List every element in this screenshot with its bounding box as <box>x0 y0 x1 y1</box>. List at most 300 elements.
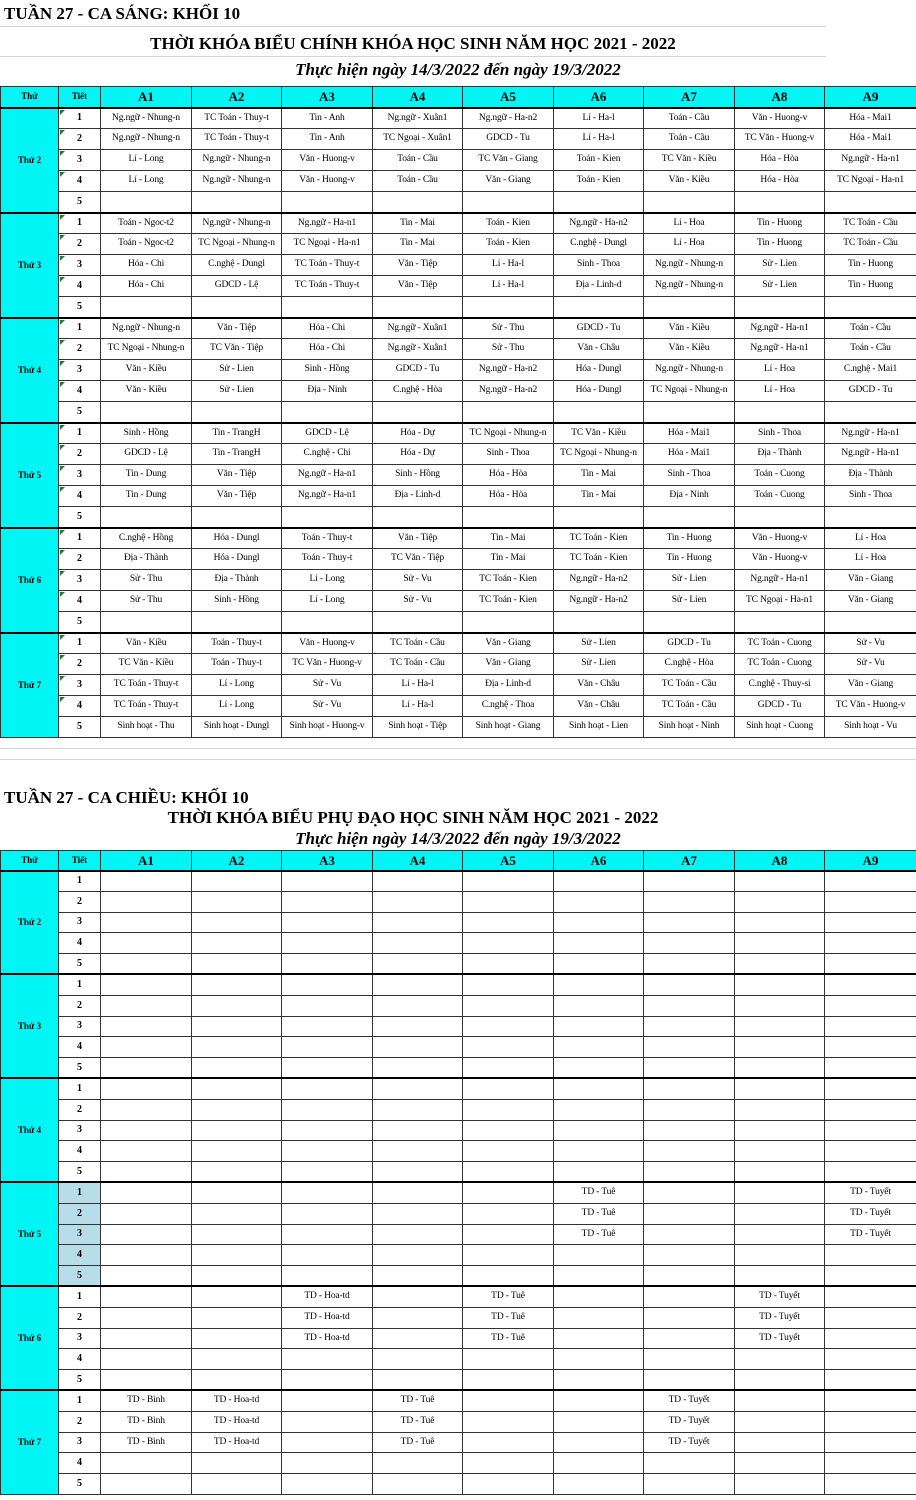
lesson-cell[interactable] <box>825 1120 916 1141</box>
lesson-cell[interactable]: TD - Tuê <box>554 1182 644 1203</box>
lesson-cell[interactable] <box>554 1453 644 1474</box>
lesson-cell[interactable]: Sử - Lien <box>644 570 735 591</box>
lesson-cell[interactable] <box>101 1078 192 1099</box>
lesson-cell[interactable]: Ng.ngữ - Nhung-n <box>101 129 192 150</box>
lesson-cell[interactable] <box>282 1016 373 1037</box>
lesson-cell[interactable] <box>463 1245 554 1266</box>
lesson-cell[interactable] <box>825 1037 916 1058</box>
lesson-cell[interactable]: Văn - Tiệp <box>373 255 463 276</box>
lesson-cell[interactable] <box>463 1266 554 1287</box>
lesson-cell[interactable] <box>644 192 735 213</box>
lesson-cell[interactable] <box>735 612 825 633</box>
lesson-cell[interactable] <box>373 1328 463 1349</box>
lesson-cell[interactable]: TD - Tuyết <box>825 1224 916 1245</box>
lesson-cell[interactable] <box>282 995 373 1016</box>
lesson-cell[interactable]: Tin - TrangH <box>192 444 282 465</box>
lesson-cell[interactable] <box>825 995 916 1016</box>
lesson-cell[interactable]: TC Toán - Thuy-t <box>101 696 192 717</box>
lesson-cell[interactable]: TC Toán - Cầu <box>373 633 463 654</box>
lesson-cell[interactable] <box>101 1099 192 1120</box>
lesson-cell[interactable]: TC Toán - Kien <box>554 549 644 570</box>
lesson-cell[interactable]: Sử - Vu <box>373 570 463 591</box>
lesson-cell[interactable] <box>554 297 644 318</box>
lesson-cell[interactable] <box>825 612 916 633</box>
lesson-cell[interactable] <box>101 507 192 528</box>
lesson-cell[interactable] <box>282 402 373 423</box>
lesson-cell[interactable] <box>192 1245 282 1266</box>
lesson-cell[interactable]: Hóa - Hòa <box>735 150 825 171</box>
lesson-cell[interactable]: Ng.ngữ - Ha-n1 <box>825 423 916 444</box>
lesson-cell[interactable] <box>825 507 916 528</box>
lesson-cell[interactable]: Sinh - Hồng <box>101 423 192 444</box>
lesson-cell[interactable]: Văn - Huong-v <box>282 171 373 192</box>
lesson-cell[interactable] <box>735 1162 825 1183</box>
lesson-cell[interactable] <box>101 1453 192 1474</box>
lesson-cell[interactable]: Sinh - Thoa <box>554 255 644 276</box>
lesson-cell[interactable] <box>373 612 463 633</box>
lesson-cell[interactable]: Tin - Huong <box>825 255 916 276</box>
lesson-cell[interactable]: TD - Tuê <box>554 1224 644 1245</box>
lesson-cell[interactable] <box>101 1037 192 1058</box>
lesson-cell[interactable]: Văn - Kiều <box>644 171 735 192</box>
lesson-cell[interactable] <box>735 297 825 318</box>
lesson-cell[interactable]: Hóa - Dự <box>373 444 463 465</box>
lesson-cell[interactable]: Văn - Kiều <box>101 633 192 654</box>
lesson-cell[interactable] <box>463 1141 554 1162</box>
lesson-cell[interactable] <box>825 402 916 423</box>
lesson-cell[interactable]: Tin - Huong <box>735 234 825 255</box>
lesson-cell[interactable] <box>463 1370 554 1391</box>
lesson-cell[interactable] <box>373 871 463 892</box>
lesson-cell[interactable]: GDCD - Tu <box>463 129 554 150</box>
lesson-cell[interactable]: Sinh - Hồng <box>373 465 463 486</box>
lesson-cell[interactable]: C.nghệ - Thuy-si <box>735 675 825 696</box>
lesson-cell[interactable] <box>735 933 825 954</box>
lesson-cell[interactable]: Ng.ngữ - Xuân1 <box>373 339 463 360</box>
lesson-cell[interactable] <box>373 1474 463 1495</box>
lesson-cell[interactable] <box>101 1266 192 1287</box>
lesson-cell[interactable] <box>101 1058 192 1079</box>
lesson-cell[interactable] <box>373 933 463 954</box>
lesson-cell[interactable] <box>825 1058 916 1079</box>
lesson-cell[interactable]: Sinh - Thoa <box>735 423 825 444</box>
lesson-cell[interactable]: Hóa - Dự <box>373 423 463 444</box>
lesson-cell[interactable]: Văn - Tiệp <box>192 486 282 507</box>
lesson-cell[interactable]: TC Ngoại - Nhung-n <box>192 234 282 255</box>
lesson-cell[interactable]: Sinh hoạt - Lien <box>554 717 644 738</box>
lesson-cell[interactable] <box>282 1349 373 1370</box>
lesson-cell[interactable]: TD - Tuyết <box>644 1390 735 1411</box>
lesson-cell[interactable]: Tin - Mai <box>373 213 463 234</box>
lesson-cell[interactable] <box>825 1099 916 1120</box>
lesson-cell[interactable] <box>282 1037 373 1058</box>
lesson-cell[interactable]: Lí - Hoa <box>825 528 916 549</box>
lesson-cell[interactable]: TC Văn - Kiều <box>554 423 644 444</box>
lesson-cell[interactable] <box>192 933 282 954</box>
lesson-cell[interactable] <box>101 1474 192 1495</box>
lesson-cell[interactable] <box>644 297 735 318</box>
lesson-cell[interactable] <box>463 1016 554 1037</box>
lesson-cell[interactable]: Ng.ngữ - Nhung-n <box>101 108 192 129</box>
lesson-cell[interactable]: Sinh - Thoa <box>825 486 916 507</box>
lesson-cell[interactable] <box>644 974 735 995</box>
lesson-cell[interactable] <box>825 1474 916 1495</box>
lesson-cell[interactable]: Tin - Mai <box>554 465 644 486</box>
lesson-cell[interactable]: TC Ngoại - Ha-n1 <box>825 171 916 192</box>
lesson-cell[interactable] <box>554 1245 644 1266</box>
lesson-cell[interactable] <box>282 974 373 995</box>
lesson-cell[interactable]: Văn - Giang <box>825 675 916 696</box>
lesson-cell[interactable] <box>463 995 554 1016</box>
lesson-cell[interactable]: Lí - Ha-l <box>373 675 463 696</box>
lesson-cell[interactable] <box>825 1432 916 1453</box>
lesson-cell[interactable] <box>373 1286 463 1307</box>
lesson-cell[interactable] <box>282 1224 373 1245</box>
lesson-cell[interactable]: Toán - Kien <box>463 234 554 255</box>
lesson-cell[interactable]: Lí - Ha-l <box>463 255 554 276</box>
lesson-cell[interactable]: TC Văn - Tiệp <box>373 549 463 570</box>
lesson-cell[interactable]: Tin - Dung <box>101 486 192 507</box>
lesson-cell[interactable] <box>192 1016 282 1037</box>
lesson-cell[interactable] <box>192 1162 282 1183</box>
lesson-cell[interactable]: TC Ngoại - Nhung-n <box>463 423 554 444</box>
lesson-cell[interactable]: Lí - Hoa <box>735 360 825 381</box>
lesson-cell[interactable] <box>825 1162 916 1183</box>
lesson-cell[interactable] <box>192 1224 282 1245</box>
lesson-cell[interactable] <box>644 1349 735 1370</box>
lesson-cell[interactable]: TC Toán - Thuy-t <box>192 129 282 150</box>
lesson-cell[interactable] <box>101 1370 192 1391</box>
lesson-cell[interactable]: Hóa - Chi <box>101 255 192 276</box>
lesson-cell[interactable] <box>644 954 735 975</box>
lesson-cell[interactable]: TC Toán - Thuy-t <box>282 276 373 297</box>
lesson-cell[interactable]: Sử - Vu <box>825 633 916 654</box>
lesson-cell[interactable]: TC Toán - Thuy-t <box>101 675 192 696</box>
lesson-cell[interactable] <box>554 1078 644 1099</box>
lesson-cell[interactable] <box>554 1432 644 1453</box>
lesson-cell[interactable]: TD - Hoa-td <box>282 1286 373 1307</box>
lesson-cell[interactable]: Ng.ngữ - Ha-n1 <box>282 465 373 486</box>
lesson-cell[interactable]: Tin - Mai <box>373 234 463 255</box>
lesson-cell[interactable] <box>825 974 916 995</box>
lesson-cell[interactable] <box>373 1078 463 1099</box>
lesson-cell[interactable] <box>192 1058 282 1079</box>
lesson-cell[interactable]: Hóa - Hòa <box>735 171 825 192</box>
lesson-cell[interactable]: Sử - Thu <box>101 570 192 591</box>
lesson-cell[interactable]: Toán - Kien <box>463 213 554 234</box>
lesson-cell[interactable]: GDCD - Tu <box>644 633 735 654</box>
lesson-cell[interactable] <box>825 1245 916 1266</box>
lesson-cell[interactable] <box>554 192 644 213</box>
lesson-cell[interactable] <box>735 1016 825 1037</box>
lesson-cell[interactable] <box>735 1099 825 1120</box>
lesson-cell[interactable] <box>644 1474 735 1495</box>
lesson-cell[interactable]: Văn - Tiệp <box>192 318 282 339</box>
lesson-cell[interactable]: Sử - Vu <box>282 675 373 696</box>
lesson-cell[interactable]: Ng.ngữ - Ha-n1 <box>735 570 825 591</box>
lesson-cell[interactable] <box>101 871 192 892</box>
lesson-cell[interactable]: Tin - Huong <box>825 276 916 297</box>
lesson-cell[interactable]: Sử - Lien <box>735 255 825 276</box>
lesson-cell[interactable]: Sử - Thu <box>463 318 554 339</box>
lesson-cell[interactable]: Địa - Thành <box>101 549 192 570</box>
lesson-cell[interactable] <box>644 1328 735 1349</box>
lesson-cell[interactable]: Toán - Thuy-t <box>192 654 282 675</box>
lesson-cell[interactable] <box>373 1037 463 1058</box>
lesson-cell[interactable] <box>735 974 825 995</box>
lesson-cell[interactable] <box>282 1162 373 1183</box>
lesson-cell[interactable] <box>463 1411 554 1432</box>
lesson-cell[interactable] <box>282 612 373 633</box>
lesson-cell[interactable] <box>825 954 916 975</box>
lesson-cell[interactable]: Văn - Kiều <box>644 339 735 360</box>
lesson-cell[interactable] <box>735 507 825 528</box>
lesson-cell[interactable]: TC Toán - Cầu <box>644 696 735 717</box>
lesson-cell[interactable] <box>463 192 554 213</box>
lesson-cell[interactable] <box>282 297 373 318</box>
lesson-cell[interactable]: Sử - Thu <box>101 591 192 612</box>
lesson-cell[interactable] <box>463 1162 554 1183</box>
lesson-cell[interactable] <box>282 871 373 892</box>
lesson-cell[interactable] <box>735 1182 825 1203</box>
lesson-cell[interactable] <box>463 954 554 975</box>
lesson-cell[interactable]: TD - Bình <box>101 1390 192 1411</box>
lesson-cell[interactable]: TD - Tuyết <box>644 1432 735 1453</box>
lesson-cell[interactable]: Sinh hoạt - Thu <box>101 717 192 738</box>
lesson-cell[interactable]: TD - Tuyết <box>735 1286 825 1307</box>
lesson-cell[interactable]: GDCD - Tu <box>554 318 644 339</box>
lesson-cell[interactable]: Hóa - Mai1 <box>825 129 916 150</box>
lesson-cell[interactable] <box>282 1453 373 1474</box>
lesson-cell[interactable]: TC Ngoại - Nhung-n <box>554 444 644 465</box>
lesson-cell[interactable]: C.nghệ - Hòa <box>644 654 735 675</box>
lesson-cell[interactable]: Văn - Châu <box>554 675 644 696</box>
lesson-cell[interactable] <box>463 297 554 318</box>
lesson-cell[interactable]: TD - Tuê <box>373 1432 463 1453</box>
lesson-cell[interactable]: Toán - Cầu <box>644 108 735 129</box>
lesson-cell[interactable] <box>463 402 554 423</box>
lesson-cell[interactable]: Sinh hoạt - Giang <box>463 717 554 738</box>
lesson-cell[interactable] <box>192 1120 282 1141</box>
lesson-cell[interactable]: TC Toán - Kien <box>554 528 644 549</box>
lesson-cell[interactable]: TD - Hoa-td <box>282 1307 373 1328</box>
lesson-cell[interactable]: Địa - Linh-d <box>463 675 554 696</box>
lesson-cell[interactable]: TD - Hoa-td <box>192 1390 282 1411</box>
lesson-cell[interactable]: Sử - Vu <box>282 696 373 717</box>
lesson-cell[interactable]: Ng.ngữ - Nhung-n <box>192 150 282 171</box>
lesson-cell[interactable] <box>554 1370 644 1391</box>
lesson-cell[interactable] <box>101 954 192 975</box>
lesson-cell[interactable]: TD - Hoa-td <box>282 1328 373 1349</box>
lesson-cell[interactable] <box>554 1411 644 1432</box>
lesson-cell[interactable] <box>192 1078 282 1099</box>
lesson-cell[interactable] <box>101 1224 192 1245</box>
lesson-cell[interactable]: Lí - Long <box>282 570 373 591</box>
lesson-cell[interactable] <box>735 912 825 933</box>
lesson-cell[interactable] <box>463 612 554 633</box>
lesson-cell[interactable]: Toán - Kien <box>554 150 644 171</box>
lesson-cell[interactable] <box>644 1099 735 1120</box>
lesson-cell[interactable] <box>101 974 192 995</box>
lesson-cell[interactable]: TC Toán - Cầu <box>825 213 916 234</box>
lesson-cell[interactable]: Văn - Kiều <box>101 360 192 381</box>
lesson-cell[interactable] <box>373 1224 463 1245</box>
lesson-cell[interactable] <box>554 1286 644 1307</box>
lesson-cell[interactable] <box>101 297 192 318</box>
lesson-cell[interactable]: TD - Tuyết <box>735 1307 825 1328</box>
lesson-cell[interactable]: Toán - Thuy-t <box>282 549 373 570</box>
lesson-cell[interactable] <box>463 507 554 528</box>
lesson-cell[interactable] <box>735 1224 825 1245</box>
lesson-cell[interactable] <box>463 1037 554 1058</box>
lesson-cell[interactable]: TD - Tuê <box>554 1203 644 1224</box>
lesson-cell[interactable] <box>192 1328 282 1349</box>
lesson-cell[interactable] <box>554 1162 644 1183</box>
lesson-cell[interactable]: C.nghệ - Chi <box>282 444 373 465</box>
lesson-cell[interactable] <box>825 933 916 954</box>
lesson-cell[interactable] <box>282 891 373 912</box>
lesson-cell[interactable]: TC Toán - Cầu <box>373 654 463 675</box>
lesson-cell[interactable] <box>192 1037 282 1058</box>
lesson-cell[interactable] <box>101 1182 192 1203</box>
lesson-cell[interactable]: TD - Tuê <box>373 1390 463 1411</box>
lesson-cell[interactable]: Ng.ngữ - Ha-n2 <box>463 381 554 402</box>
lesson-cell[interactable] <box>644 1120 735 1141</box>
lesson-cell[interactable]: TD - Tuê <box>463 1286 554 1307</box>
lesson-cell[interactable] <box>825 192 916 213</box>
lesson-cell[interactable]: Ng.ngữ - Nhung-n <box>192 171 282 192</box>
lesson-cell[interactable]: TC Ngoại - Nhung-n <box>101 339 192 360</box>
lesson-cell[interactable] <box>554 1141 644 1162</box>
lesson-cell[interactable] <box>554 974 644 995</box>
lesson-cell[interactable] <box>463 1120 554 1141</box>
lesson-cell[interactable] <box>373 954 463 975</box>
lesson-cell[interactable] <box>554 912 644 933</box>
lesson-cell[interactable] <box>554 954 644 975</box>
lesson-cell[interactable] <box>735 1203 825 1224</box>
lesson-cell[interactable]: C.nghệ - Mai1 <box>825 360 916 381</box>
lesson-cell[interactable]: Ng.ngữ - Ha-n2 <box>554 591 644 612</box>
lesson-cell[interactable]: Hóa - Mai1 <box>644 444 735 465</box>
lesson-cell[interactable] <box>101 1286 192 1307</box>
lesson-cell[interactable]: TD - Tuê <box>373 1411 463 1432</box>
lesson-cell[interactable]: Toán - Ngoc-t2 <box>101 234 192 255</box>
lesson-cell[interactable] <box>373 192 463 213</box>
lesson-cell[interactable]: TC Toán - Kien <box>463 591 554 612</box>
lesson-cell[interactable]: C.nghệ - Dungl <box>192 255 282 276</box>
lesson-cell[interactable] <box>192 995 282 1016</box>
lesson-cell[interactable] <box>463 1203 554 1224</box>
lesson-cell[interactable] <box>735 192 825 213</box>
lesson-cell[interactable] <box>825 1016 916 1037</box>
lesson-cell[interactable] <box>282 507 373 528</box>
lesson-cell[interactable]: Lí - Ha-l <box>554 108 644 129</box>
lesson-cell[interactable]: Văn - Huong-v <box>282 633 373 654</box>
lesson-cell[interactable] <box>192 1182 282 1203</box>
lesson-cell[interactable]: Ng.ngữ - Xuân1 <box>373 108 463 129</box>
lesson-cell[interactable]: TC Toán - Cầu <box>825 234 916 255</box>
lesson-cell[interactable] <box>463 1349 554 1370</box>
lesson-cell[interactable] <box>463 1182 554 1203</box>
lesson-cell[interactable]: Sử - Lien <box>192 381 282 402</box>
lesson-cell[interactable] <box>373 974 463 995</box>
lesson-cell[interactable] <box>282 912 373 933</box>
lesson-cell[interactable] <box>192 1453 282 1474</box>
lesson-cell[interactable] <box>373 995 463 1016</box>
lesson-cell[interactable]: TC Toán - Cuong <box>735 654 825 675</box>
lesson-cell[interactable] <box>101 1016 192 1037</box>
lesson-cell[interactable] <box>463 1432 554 1453</box>
lesson-cell[interactable] <box>825 912 916 933</box>
lesson-cell[interactable] <box>101 1349 192 1370</box>
lesson-cell[interactable]: TD - Tuyết <box>735 1328 825 1349</box>
lesson-cell[interactable]: Ng.ngữ - Ha-n1 <box>735 339 825 360</box>
lesson-cell[interactable]: Sinh hoạt - Tiệp <box>373 717 463 738</box>
lesson-cell[interactable] <box>101 1245 192 1266</box>
lesson-cell[interactable] <box>463 1058 554 1079</box>
lesson-cell[interactable]: Văn - Tiệp <box>373 276 463 297</box>
lesson-cell[interactable] <box>644 1162 735 1183</box>
lesson-cell[interactable] <box>554 1037 644 1058</box>
lesson-cell[interactable] <box>825 297 916 318</box>
lesson-cell[interactable] <box>192 974 282 995</box>
lesson-cell[interactable]: Lí - Long <box>282 591 373 612</box>
lesson-cell[interactable] <box>101 1203 192 1224</box>
lesson-cell[interactable]: Văn - Huong-v <box>282 150 373 171</box>
lesson-cell[interactable]: Sử - Lien <box>735 276 825 297</box>
lesson-cell[interactable] <box>101 1307 192 1328</box>
lesson-cell[interactable] <box>644 1058 735 1079</box>
lesson-cell[interactable] <box>373 1141 463 1162</box>
lesson-cell[interactable]: Lí - Ha-l <box>373 696 463 717</box>
lesson-cell[interactable] <box>101 1328 192 1349</box>
lesson-cell[interactable] <box>463 1099 554 1120</box>
lesson-cell[interactable] <box>192 1203 282 1224</box>
lesson-cell[interactable] <box>644 402 735 423</box>
lesson-cell[interactable] <box>101 891 192 912</box>
lesson-cell[interactable] <box>825 871 916 892</box>
lesson-cell[interactable] <box>373 1058 463 1079</box>
lesson-cell[interactable]: Địa - Linh-d <box>554 276 644 297</box>
lesson-cell[interactable] <box>101 402 192 423</box>
lesson-cell[interactable]: Hóa - Mai1 <box>644 423 735 444</box>
lesson-cell[interactable] <box>825 891 916 912</box>
lesson-cell[interactable] <box>554 1474 644 1495</box>
lesson-cell[interactable] <box>373 1453 463 1474</box>
lesson-cell[interactable]: Ng.ngữ - Ha-n1 <box>282 486 373 507</box>
lesson-cell[interactable] <box>192 1141 282 1162</box>
lesson-cell[interactable]: Toán - Thuy-t <box>282 528 373 549</box>
lesson-cell[interactable]: Sinh - Thoa <box>463 444 554 465</box>
lesson-cell[interactable] <box>373 1349 463 1370</box>
lesson-cell[interactable] <box>282 1120 373 1141</box>
lesson-cell[interactable] <box>373 1370 463 1391</box>
lesson-cell[interactable]: TC Văn - Kiều <box>644 150 735 171</box>
lesson-cell[interactable] <box>192 1307 282 1328</box>
lesson-cell[interactable] <box>735 1058 825 1079</box>
lesson-cell[interactable] <box>644 891 735 912</box>
lesson-cell[interactable] <box>825 1307 916 1328</box>
lesson-cell[interactable] <box>554 1349 644 1370</box>
lesson-cell[interactable]: Ng.ngữ - Nhung-n <box>644 255 735 276</box>
lesson-cell[interactable] <box>282 1370 373 1391</box>
lesson-cell[interactable]: Toán - Thuy-t <box>192 633 282 654</box>
lesson-cell[interactable]: TD - Tuyết <box>825 1182 916 1203</box>
lesson-cell[interactable] <box>192 954 282 975</box>
lesson-cell[interactable] <box>554 1266 644 1287</box>
lesson-cell[interactable] <box>735 1390 825 1411</box>
lesson-cell[interactable]: Sinh hoạt - Huong-v <box>282 717 373 738</box>
